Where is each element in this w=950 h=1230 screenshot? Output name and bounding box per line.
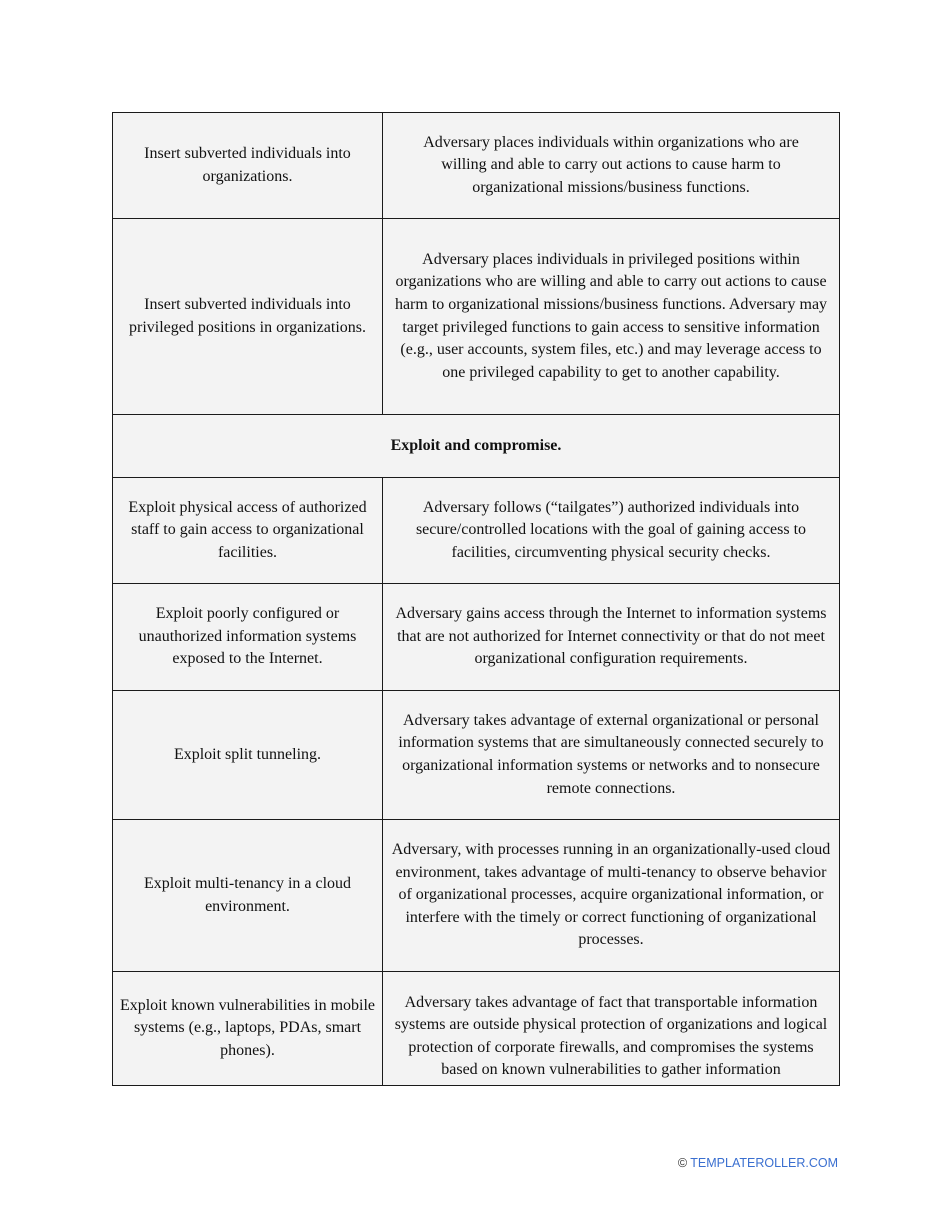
threat-event-cell: Exploit multi-tenancy in a cloud environment. xyxy=(113,820,383,972)
table-row xyxy=(113,584,840,691)
threat-event-cell: Insert subverted individuals into privileged positions in organizations. xyxy=(113,219,383,415)
threat-description-cell: Adversary gains access through the Internet to information systems that are not authorized for Internet connectivity or that do not meet organizational configuration requirements. xyxy=(383,584,840,691)
threat-event-cell: Exploit poorly configured or unauthorized information systems exposed to the Internet. xyxy=(113,584,383,691)
threat-description-cell: Adversary takes advantage of fact that transportable information systems are outside physical protection of organizations and logical protection of corporate firewalls, and compromises the systems based on known vulnerabilities to gather information xyxy=(383,972,840,1086)
threat-event-cell: Exploit known vulnerabilities in mobile systems (e.g., laptops, PDAs, smart phones). xyxy=(113,972,383,1086)
threat-event-cell: Insert subverted individuals into organizations. xyxy=(113,113,383,219)
threat-description-cell: Adversary places individuals within organizations who are willing and able to carry out actions to cause harm to organizational missions/business functions. xyxy=(383,113,840,219)
threat-description-cell: Adversary follows (“tailgates”) authorized individuals into secure/controlled locations with the goal of gaining access to facilities, circumventing physical security checks. xyxy=(383,478,840,584)
threat-description-cell: Adversary takes advantage of external organizational or personal information systems that are simultaneously connected securely to organizational information systems or networks and to nonsecure remote connections. xyxy=(383,691,840,820)
section-heading: Exploit and compromise. xyxy=(113,415,840,478)
threat-event-cell: Exploit physical access of authorized staff to gain access to organizational facilities. xyxy=(113,478,383,584)
threat-events-table xyxy=(112,112,840,1086)
table-row xyxy=(113,219,840,415)
section-row xyxy=(113,415,840,478)
threat-description-cell: Adversary places individuals in privileged positions within organizations who are willing and able to carry out actions to cause harm to organizational missions/business functions. Adversary may target privileged functions to gain access to sensitive information (e.g., user accounts, system files, etc.) and may leverage access to one privileged capability to get to another capability. xyxy=(383,219,840,415)
threat-event-cell: Exploit split tunneling. xyxy=(113,691,383,820)
threat-description-cell: Adversary, with processes running in an organizationally-used cloud environment, takes advantage of multi-tenancy to observe behavior of organizational processes, acquire organizational information, or interfere with the timely or correct functioning of organizational processes. xyxy=(383,820,840,972)
table-row xyxy=(113,820,840,972)
table-row xyxy=(113,691,840,820)
table-row xyxy=(113,972,840,1086)
footer-credit xyxy=(678,1156,838,1170)
templateroller-link[interactable]: TEMPLATEROLLER.COM xyxy=(690,1156,838,1170)
table-row xyxy=(113,113,840,219)
copyright-symbol: © xyxy=(677,1156,688,1170)
table-row xyxy=(113,478,840,584)
